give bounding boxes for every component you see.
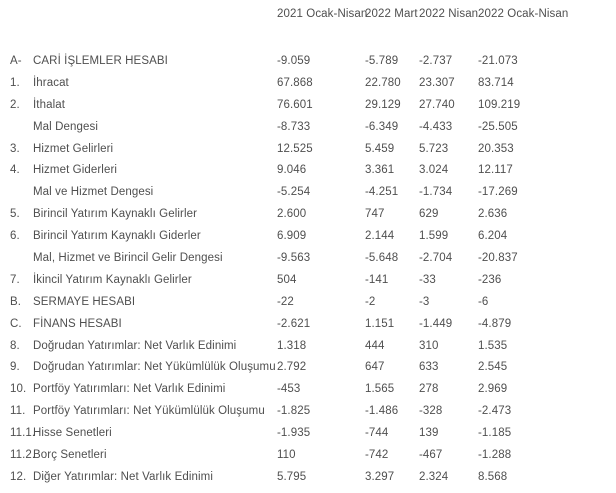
row-code: 11. <box>10 405 26 418</box>
row-code: B. <box>10 295 22 308</box>
row-label: Birincil Yatırım Kaynaklı Gelirler <box>33 208 198 221</box>
row-value-col4: -25.505 <box>478 120 518 133</box>
row-value-col2: 647 <box>365 361 385 374</box>
row-value-col1: 110 <box>277 448 296 461</box>
row-value-col1: 76.601 <box>277 98 313 111</box>
row-value-col4: 12.117 <box>478 164 513 177</box>
row-value-col1: -2.621 <box>277 317 311 330</box>
row-label: Hizmet Giderleri <box>33 164 118 177</box>
row-value-col2: -2 <box>365 295 376 308</box>
row-value-col3: -2.737 <box>419 54 453 67</box>
table-row <box>9 138 616 160</box>
row-code: 1. <box>10 76 20 89</box>
row-value-col4: 83.714 <box>478 76 514 89</box>
row-code: 6. <box>10 230 20 243</box>
row-value-col3: 633 <box>419 361 439 374</box>
row-code: 9. <box>10 361 20 374</box>
row-value-col1: 1.318 <box>277 339 307 352</box>
row-label: CARİ İŞLEMLER HESABI <box>33 54 168 67</box>
row-value-col1: -22 <box>277 295 294 308</box>
row-label: FİNANS HESABI <box>33 317 122 330</box>
row-label: İthalat <box>33 98 66 111</box>
row-label: Diğer Yatırımlar: Net Varlık Edinimi <box>33 470 213 483</box>
row-value-col3: -4.433 <box>419 120 453 133</box>
row-value-col2: 3.297 <box>365 470 395 483</box>
row-code: 11.2. <box>10 448 36 461</box>
row-code: 12. <box>10 470 27 483</box>
row-value-col4: -17.269 <box>478 186 518 199</box>
table-header-row <box>9 8 616 23</box>
row-code: 2. <box>10 98 20 111</box>
row-value-col3: 629 <box>419 208 439 221</box>
row-value-col3: 5.723 <box>419 142 449 155</box>
row-value-col4: 20.353 <box>478 142 514 155</box>
table-row <box>9 466 616 488</box>
row-value-col2: 3.361 <box>365 164 395 177</box>
table-row <box>9 225 616 247</box>
row-value-col4: 6.204 <box>478 230 508 243</box>
row-code: 10. <box>10 383 27 396</box>
row-value-col2: -1.486 <box>365 405 399 418</box>
row-value-col1: -5.254 <box>277 186 311 199</box>
row-value-col2: -5.648 <box>365 251 399 264</box>
table-row <box>9 269 616 291</box>
row-value-col1: 12.525 <box>277 142 313 155</box>
row-value-col4: -20.837 <box>478 251 518 264</box>
row-value-col1: 504 <box>277 273 297 286</box>
row-value-col3: 310 <box>419 339 439 352</box>
row-label: SERMAYE HESABI <box>33 295 136 308</box>
row-code: 3. <box>10 142 20 155</box>
row-value-col1: -9.059 <box>277 54 311 67</box>
row-label: İhracat <box>33 76 69 89</box>
row-value-col4: -4.879 <box>478 317 512 330</box>
row-code: 4. <box>10 164 20 177</box>
row-value-col3: 2.324 <box>419 470 449 483</box>
table-row <box>9 72 616 94</box>
row-value-col4: -1.185 <box>478 427 512 440</box>
row-value-col1: 67.868 <box>277 76 313 89</box>
row-value-col3: 1.599 <box>419 230 449 243</box>
table-row <box>9 444 616 466</box>
table-body <box>9 50 616 488</box>
row-value-col4: 8.568 <box>478 470 508 483</box>
table-row <box>9 247 616 269</box>
row-value-col4: -1.288 <box>478 448 512 461</box>
row-value-col3: 139 <box>419 427 439 440</box>
table-row <box>9 400 616 422</box>
row-value-col2: 22.780 <box>365 76 401 89</box>
row-value-col3: -1.449 <box>419 317 453 330</box>
row-code: 8. <box>10 339 20 352</box>
row-label: Doğrudan Yatırımlar: Net Varlık Edinimi <box>33 339 237 352</box>
column-header-2022-nisan: 2022 Nisan <box>419 8 479 20</box>
row-value-col1: 9.046 <box>277 164 307 177</box>
row-label: Portföy Yatırımları: Net Yükümlülük Oluşumu <box>33 405 265 418</box>
row-label: Birincil Yatırım Kaynaklı Giderler <box>33 230 201 243</box>
row-value-col3: -328 <box>419 405 443 418</box>
row-value-col2: -141 <box>365 273 389 286</box>
row-value-col2: 747 <box>365 208 385 221</box>
row-value-col1: 2.600 <box>277 208 307 221</box>
row-code: 7. <box>10 273 20 286</box>
row-label: Portföy Yatırımları: Net Varlık Edinimi <box>33 383 226 396</box>
row-value-col4: 1.535 <box>478 339 508 352</box>
row-value-col4: 2.545 <box>478 361 508 374</box>
row-value-col3: 3.024 <box>419 164 449 177</box>
row-value-col2: -4.251 <box>365 186 399 199</box>
row-code: 5. <box>10 208 20 221</box>
row-value-col3: -1.734 <box>419 186 453 199</box>
row-value-col3: 278 <box>419 383 439 396</box>
column-header-2022-mart: 2022 Mart <box>365 8 418 20</box>
row-label: Doğrudan Yatırımlar: Net Yükümlülük Oluşumu <box>33 361 276 374</box>
row-value-col2: -5.789 <box>365 54 399 67</box>
row-value-col1: -1.935 <box>277 427 311 440</box>
row-value-col1: -8.733 <box>277 120 311 133</box>
table-row <box>9 181 616 203</box>
row-value-col1: -1.825 <box>277 405 311 418</box>
row-value-col3: -3 <box>419 295 430 308</box>
row-value-col3: 27.740 <box>419 98 455 111</box>
row-label: İkincil Yatırım Kaynaklı Gelirler <box>33 273 192 286</box>
row-value-col2: 444 <box>365 339 385 352</box>
row-value-col1: 6.909 <box>277 230 307 243</box>
row-label: Hisse Senetleri <box>33 427 112 440</box>
table-row <box>9 50 616 72</box>
table-row <box>9 203 616 225</box>
row-label: Borç Senetleri <box>33 448 107 461</box>
row-label: Hizmet Gelirleri <box>33 142 114 155</box>
row-value-col2: 29.129 <box>365 98 401 111</box>
table-row <box>9 116 616 138</box>
row-value-col2: -744 <box>365 427 389 440</box>
row-value-col4: 2.636 <box>478 208 508 221</box>
column-header-2021-ocak-nisan: 2021 Ocak-Nisan <box>277 8 368 20</box>
row-value-col3: -2.704 <box>419 251 453 264</box>
row-value-col1: -453 <box>277 383 301 396</box>
row-value-col2: -742 <box>365 448 389 461</box>
row-value-col2: 1.565 <box>365 383 395 396</box>
row-code: C. <box>10 317 22 330</box>
row-value-col3: -33 <box>419 273 436 286</box>
row-value-col2: 2.144 <box>365 230 395 243</box>
row-label: Mal Dengesi <box>33 120 99 133</box>
row-value-col1: 5.795 <box>277 470 307 483</box>
row-value-col4: 109.219 <box>478 98 521 111</box>
column-header-2022-ocak-nisan: 2022 Ocak-Nisan <box>478 8 569 20</box>
table-row <box>9 159 616 181</box>
row-value-col2: -6.349 <box>365 120 399 133</box>
row-value-col2: 1.151 <box>365 317 395 330</box>
row-value-col2: 5.459 <box>365 142 395 155</box>
table-row <box>9 291 616 313</box>
table-row <box>9 378 616 400</box>
row-value-col4: 2.969 <box>478 383 508 396</box>
row-value-col1: -9.563 <box>277 251 311 264</box>
table-row <box>9 335 616 357</box>
row-value-col3: 23.307 <box>419 76 455 89</box>
table-row <box>9 422 616 444</box>
table-row <box>9 356 616 378</box>
row-value-col4: -236 <box>478 273 502 286</box>
row-value-col3: -467 <box>419 448 443 461</box>
table-row <box>9 94 616 116</box>
row-value-col1: 2.792 <box>277 361 307 374</box>
row-label: Mal ve Hizmet Dengesi <box>33 186 154 199</box>
row-value-col4: -6 <box>478 295 489 308</box>
row-label: Mal, Hizmet ve Birincil Gelir Dengesi <box>33 251 223 264</box>
table-row <box>9 313 616 335</box>
row-value-col4: -2.473 <box>478 405 512 418</box>
row-code: A- <box>10 54 22 67</box>
row-value-col4: -21.073 <box>478 54 518 67</box>
row-code: 11.1. <box>10 427 36 440</box>
